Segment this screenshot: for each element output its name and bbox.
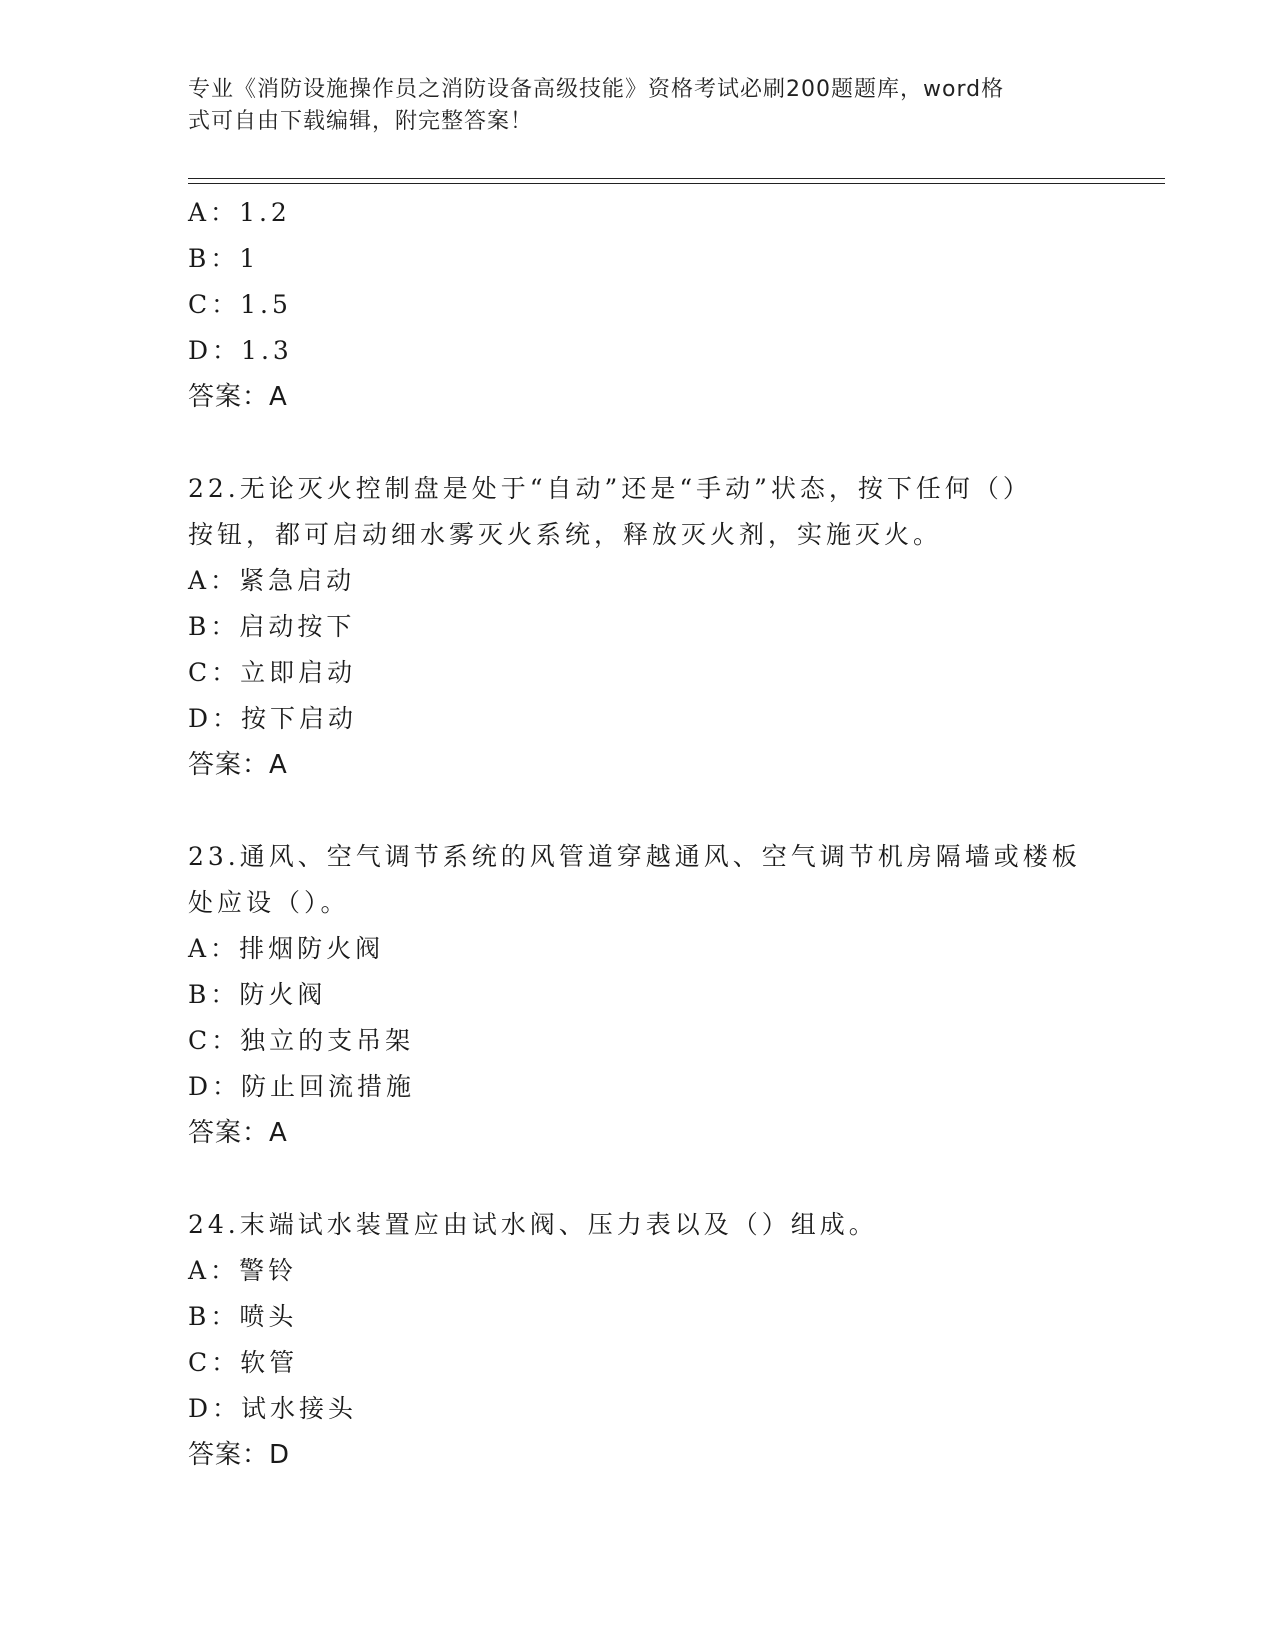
option-text: 立即启动	[240, 658, 357, 687]
option-text: 紧急启动	[239, 566, 356, 595]
question-text-line-2: 处应设（）。	[188, 888, 350, 917]
question-21	[188, 190, 1088, 420]
question-23	[188, 834, 1088, 1156]
option-a	[188, 558, 1088, 604]
option-letter: C：	[188, 1348, 241, 1377]
option-letter: D：	[188, 1072, 242, 1101]
answer-line: 答案：D	[188, 1440, 291, 1470]
option-b	[188, 604, 1088, 650]
option-letter: A：	[188, 566, 240, 595]
option-letter: B：	[188, 1302, 240, 1331]
option-text: 按下启动	[241, 704, 358, 733]
option-d	[188, 1064, 1088, 1110]
option-text: 1.2	[239, 198, 291, 227]
option-c	[188, 282, 1088, 328]
question-text-line-1: 23.通风、空气调节系统的风管道穿越通风、空气调节机房隔墙或楼板	[188, 842, 1081, 871]
option-d	[188, 328, 1088, 374]
question-22	[188, 466, 1088, 788]
answer-line: 答案：A	[188, 750, 288, 780]
question-text-line-1: 22.无论灭火控制盘是处于“自动”还是“手动”状态，按下任何（）	[188, 474, 1032, 503]
option-letter: C：	[188, 290, 241, 319]
header-divider-bottom	[188, 183, 1165, 184]
option-text: 1	[239, 244, 260, 273]
option-c	[188, 1340, 1088, 1386]
option-b	[188, 972, 1088, 1018]
option-c	[188, 1018, 1088, 1064]
option-a	[188, 926, 1088, 972]
answer-line: 答案：A	[188, 1118, 288, 1148]
option-a	[188, 190, 1088, 236]
option-text: 排烟防火阀	[239, 934, 385, 963]
option-letter: C：	[188, 1026, 241, 1055]
question-24	[188, 1202, 1088, 1478]
header-line-1: 专业《消防设施操作员之消防设备高级技能》资格考试必刷200题题库，word格	[188, 77, 1005, 102]
option-text: 喷头	[239, 1302, 298, 1331]
option-letter: D：	[188, 1394, 242, 1423]
option-letter: A：	[188, 198, 240, 227]
option-letter: A：	[188, 934, 240, 963]
option-b	[188, 1294, 1088, 1340]
option-letter: D：	[188, 336, 242, 365]
option-text: 启动按下	[239, 612, 356, 641]
question-text-line-2: 按钮，都可启动细水雾灭火系统，释放灭火剂，实施灭火。	[188, 520, 943, 549]
option-text: 防止回流措施	[241, 1072, 416, 1101]
option-text: 1.5	[240, 290, 292, 319]
option-b	[188, 236, 1088, 282]
option-letter: B：	[188, 980, 240, 1009]
option-text: 防火阀	[239, 980, 327, 1009]
option-d	[188, 1386, 1088, 1432]
header-line-2: 式可自由下载编辑，附完整答案！	[188, 109, 534, 134]
spacer	[188, 420, 1088, 466]
option-letter: C：	[188, 658, 241, 687]
document-header	[188, 74, 1068, 138]
option-d	[188, 696, 1088, 742]
option-letter: D：	[188, 704, 242, 733]
option-text: 独立的支吊架	[240, 1026, 415, 1055]
header-divider-top	[188, 178, 1165, 179]
question-text-line-1: 24.末端试水装置应由试水阀、压力表以及（）组成。	[188, 1210, 878, 1239]
option-text: 试水接头	[241, 1394, 358, 1423]
option-letter: A：	[188, 1256, 240, 1285]
answer-line: 答案：A	[188, 382, 288, 412]
spacer	[188, 788, 1088, 834]
option-letter: B：	[188, 612, 240, 641]
question-list	[188, 190, 1088, 1478]
option-a	[188, 1248, 1088, 1294]
option-letter: B：	[188, 244, 240, 273]
option-text: 警铃	[239, 1256, 298, 1285]
option-text: 软管	[240, 1348, 299, 1377]
option-text: 1.3	[241, 336, 293, 365]
option-c	[188, 650, 1088, 696]
spacer	[188, 1156, 1088, 1202]
